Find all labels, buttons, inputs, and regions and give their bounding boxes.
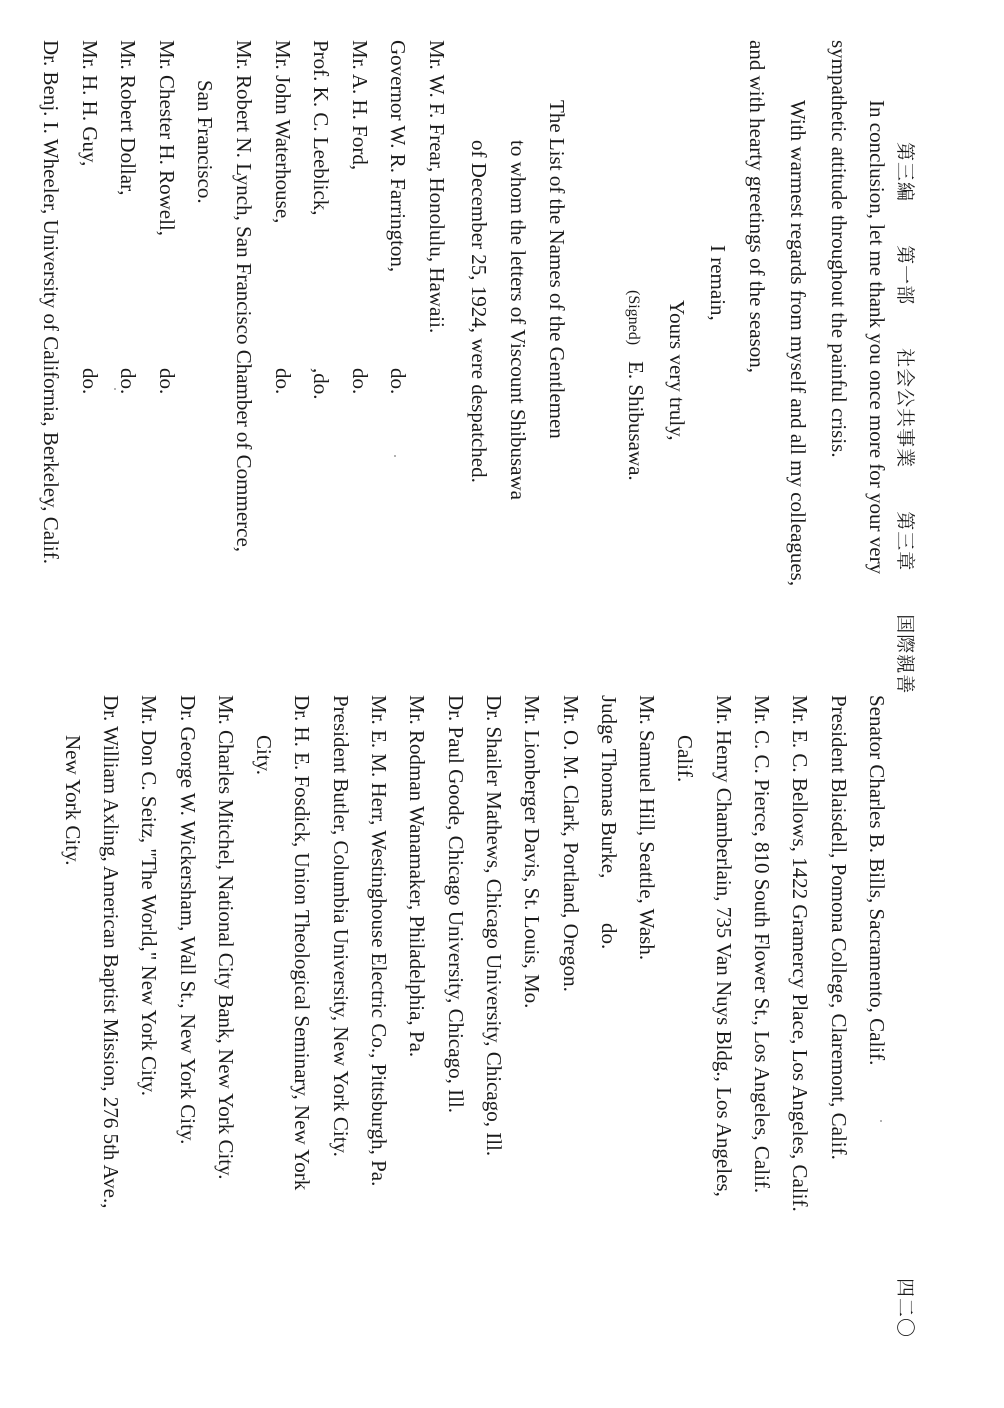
- recipient-entry: [207, 695, 245, 1355]
- list-heading-line: to whom the letters of Viscount Shibusawa: [506, 140, 530, 500]
- scan-speck: [394, 455, 396, 457]
- recipient-entry: [322, 695, 360, 1355]
- scan-speck: [114, 388, 116, 390]
- recipient-name: President Butler, Columbia University, New York City.: [328, 695, 353, 1157]
- recipient-entry: [109, 40, 147, 668]
- recipient-entry: [781, 695, 819, 1355]
- running-title: [893, 142, 920, 730]
- recipient-entry: [360, 695, 398, 1355]
- header-chapter-title: 国際親善: [894, 614, 916, 695]
- recipient-name: Mr. John Waterhouse,: [270, 40, 295, 224]
- recipient-name: Mr. Chester H. Rowell,: [154, 40, 179, 236]
- closing-line: and with hearty greetings of the season,: [745, 40, 769, 373]
- recipient-entry: [379, 40, 417, 668]
- signature: E. Shibusawa.: [624, 361, 648, 481]
- recipient-name: Mr. H. H. Guy,: [77, 40, 102, 167]
- recipient-entry: [590, 695, 628, 1355]
- recipient-name: Senator Charles B. Bills, Sacramento, Calif.: [865, 695, 889, 1066]
- recipient-name: Dr. William Axling, American Baptist Mission, 276 5th Ave.,: [99, 695, 123, 1209]
- recipient-name: Mr. Samuel Hill, Seattle, Wash.: [635, 695, 660, 961]
- recipient-entry: [130, 695, 168, 1355]
- header-chapter: 第三章: [894, 511, 916, 572]
- recipient-name: Mr. W. F. Frear, Honolulu, Hawaii.: [425, 40, 449, 334]
- recipient-name: President Blaisdell, Pomona College, Claremont, Calif.: [826, 695, 851, 1160]
- recipient-entry: [264, 40, 302, 668]
- recipient-entry: [54, 695, 92, 1355]
- recipient-entry: [552, 695, 590, 1355]
- list-heading-line: The List of the Names of the Gentlemen: [545, 100, 569, 439]
- ditto-mark: do.: [596, 923, 621, 950]
- recipient-name: New York City.: [60, 735, 85, 866]
- recipient-entry: [284, 695, 322, 1355]
- recipient-name: Mr. E. C. Bellows, 1422 Gramercy Place, Los Angeles, Calif.: [788, 695, 813, 1212]
- header-section: 第一部: [894, 245, 916, 306]
- recipient-name: Prof. K. C. Leeblick,: [309, 40, 334, 216]
- recipient-entry: [398, 695, 436, 1355]
- recipient-name: Mr. Don C. Seitz, "The World," New York City.: [137, 695, 162, 1097]
- recipient-name: City.: [252, 735, 277, 776]
- ditto-mark: do.: [77, 368, 102, 395]
- header-category: 社会公共事業: [894, 348, 916, 469]
- recipient-entry: [245, 695, 283, 1355]
- signature-line: [617, 40, 655, 481]
- signed-tag: (Signed): [625, 290, 642, 346]
- closing-line: sympathetic attitude throughout the painful crisis.: [827, 40, 851, 458]
- recipient-name: Mr. A. H. Ford,: [347, 40, 372, 171]
- recipient-name: Mr. Charles Mitchel, National City Bank, New York City.: [213, 695, 238, 1180]
- recipient-entry: [186, 40, 224, 668]
- recipient-name: Dr. H. E. Fosdick, Union Theological Seminary, New York: [290, 695, 315, 1191]
- recipient-entry: [743, 695, 781, 1355]
- recipient-entry: [302, 40, 340, 668]
- recipient-name: Mr. Rodman Wanamaker, Philadelphia, Pa.: [405, 695, 430, 1058]
- ditto-mark: do.: [116, 368, 141, 395]
- ditto-mark: do.: [154, 368, 179, 395]
- recipient-name: San Francisco.: [193, 80, 218, 204]
- recipient-name: Mr. Robert N. Lynch, San Francisco Chamber of Commerce,: [232, 40, 256, 553]
- recipient-name: Dr. George W. Wickersham, Wall St., New York City.: [175, 695, 200, 1145]
- recipient-entry: [667, 695, 705, 1355]
- recipient-entry: [92, 695, 130, 1355]
- recipient-name: Mr. E. M. Herr, Westinghouse Electric Co., Pittsburgh, Pa.: [367, 695, 392, 1187]
- page-number: 四二〇: [894, 1277, 916, 1338]
- ditto-mark: do.: [270, 368, 295, 395]
- recipient-entry: [148, 40, 186, 668]
- closing-line: In conclusion, let me thank you once more for your very: [865, 100, 889, 575]
- list-heading-line: of December 25, 1924, were despatched.: [467, 140, 491, 483]
- i-remain: I remain,: [706, 245, 730, 321]
- running-header: [892, 72, 920, 1338]
- recipient-entry: [858, 695, 896, 1355]
- recipient-entry: [820, 695, 858, 1355]
- ditto-mark: ,do.: [309, 368, 334, 400]
- scan-speck: [880, 1120, 882, 1122]
- recipient-entry: [71, 40, 109, 668]
- recipient-entry: [513, 695, 551, 1355]
- recipient-name: Dr. Shailer Mathews, Chicago University, Chicago, Ill.: [482, 695, 506, 1157]
- recipient-entry: [475, 695, 513, 1355]
- ditto-mark: do.: [386, 368, 411, 395]
- valediction: Yours very truly,: [665, 300, 689, 441]
- recipient-entry: [628, 695, 666, 1355]
- recipient-entry: [341, 40, 379, 668]
- recipient-name: Calif.: [673, 735, 698, 783]
- recipient-name: Dr. Benj. I. Wheeler, University of California, Berkeley, Calif.: [39, 40, 63, 565]
- recipient-name: Mr. Lionberger Davis, St. Louis, Mo.: [520, 695, 545, 1009]
- header-part: 第三編: [894, 142, 916, 203]
- recipient-name: Judge Thomas Burke,: [596, 695, 621, 879]
- recipient-name: Dr. Paul Goode, Chicago University, Chicago, Ill.: [443, 695, 468, 1113]
- recipient-entry: [705, 695, 743, 1355]
- recipient-entry: [418, 40, 456, 668]
- closing-line: With warmest regards from myself and all my colleagues,: [786, 100, 810, 587]
- recipient-name: Mr. O. M. Clark, Portland, Oregon.: [558, 695, 583, 992]
- recipient-entry: [169, 695, 207, 1355]
- recipient-name: Mr. Robert Dollar,: [116, 40, 141, 196]
- recipient-name: Mr. Henry Chamberlain, 735 Van Nuys Bldg., Los Angeles,: [711, 695, 736, 1197]
- recipient-entry: [32, 40, 70, 668]
- recipient-entry: [225, 40, 263, 668]
- recipient-entry: [437, 695, 475, 1355]
- ditto-mark: do.: [347, 368, 372, 395]
- recipient-name: Mr. C. C. Pierce, 810 South Flower St., Los Angeles, Calif.: [750, 695, 775, 1194]
- recipient-name: Governor W. R. Farrington,: [386, 40, 411, 273]
